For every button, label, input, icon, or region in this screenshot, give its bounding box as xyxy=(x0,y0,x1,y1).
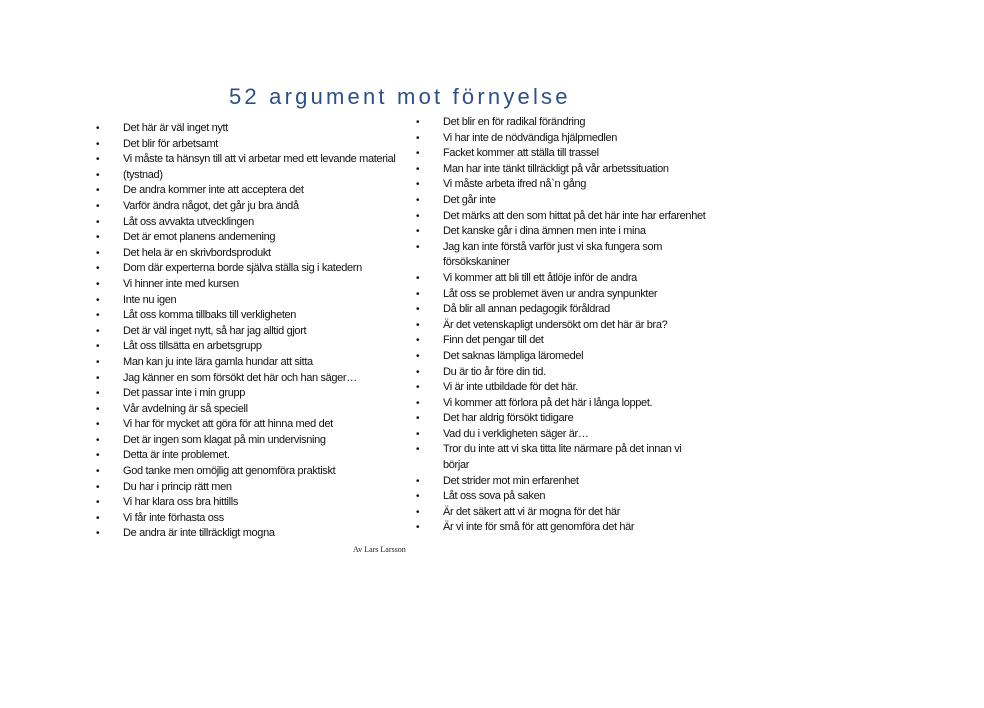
list-item xyxy=(96,526,416,542)
list-item xyxy=(416,271,716,287)
list-item-text: Det är väl inget nytt, så har jag alltid gjort xyxy=(123,324,307,337)
list-item-text: Vi hinner inte med kursen xyxy=(123,277,239,290)
list-item-text: Varför ändra något, det går ju bra ändå xyxy=(123,199,299,212)
list-item-text: Inte nu igen xyxy=(123,293,177,306)
list-item-text: Man kan ju inte lära gamla hundar att sitta xyxy=(123,355,313,368)
list-item-text: Vi kommer att bli till ett åtlöje inför de andra xyxy=(443,271,637,284)
list-item-text: Vi är inte utbildade för det här. xyxy=(443,381,579,394)
list-item xyxy=(416,505,716,521)
bullet-glyph: • xyxy=(96,247,100,259)
list-item xyxy=(416,365,716,381)
bullet-glyph: • xyxy=(96,200,100,212)
list-item-text: Det här är väl inget nytt xyxy=(123,122,228,134)
list-item xyxy=(416,396,716,412)
bullet-glyph: • xyxy=(416,163,420,175)
list-item-text: De andra kommer inte att acceptera det xyxy=(123,184,304,197)
list-item xyxy=(416,209,716,225)
bullet-glyph: • xyxy=(96,232,100,244)
list-item-text: Du är tio år före din tid. xyxy=(443,365,546,378)
list-item xyxy=(96,308,416,324)
list-item xyxy=(416,474,716,490)
bullet-glyph: • xyxy=(96,497,100,509)
list-item xyxy=(416,240,716,271)
bullet-glyph: • xyxy=(96,388,100,400)
bullet-glyph: • xyxy=(96,123,100,134)
list-item-text: Vi måste ta hänsyn till att vi arbetar med ett levande material xyxy=(123,153,396,166)
bullet-glyph: • xyxy=(96,372,100,384)
list-item xyxy=(96,324,416,340)
bullet-glyph: • xyxy=(416,350,420,362)
list-item xyxy=(416,349,716,365)
list-item xyxy=(96,246,416,262)
list-item xyxy=(96,261,416,277)
bullet-glyph: • xyxy=(416,288,420,300)
list-item xyxy=(416,177,716,193)
list-item-text: Det hela är en skrivbordsprodukt xyxy=(123,246,271,259)
list-item-text: Vi har klara oss bra hittills xyxy=(123,496,238,509)
bullet-glyph: • xyxy=(416,428,420,440)
bullet-glyph: • xyxy=(96,419,100,431)
list-item-text: Det har aldrig försökt tidigare xyxy=(443,412,574,425)
list-item xyxy=(416,162,716,178)
list-item xyxy=(96,464,416,480)
list-item-text: Jag känner en som försökt det här och han säger… xyxy=(123,371,357,384)
list-item-text: Tror du inte att vi ska titta lite närmare på det innan vi börjar xyxy=(443,443,682,472)
bullet-glyph: • xyxy=(96,341,100,353)
bullet-glyph: • xyxy=(416,335,420,347)
list-item-text: Det blir för arbetsamt xyxy=(123,137,219,150)
bullet-glyph: • xyxy=(416,117,420,128)
list-item xyxy=(416,318,716,334)
list-item-text: Det strider mot min erfarenhet xyxy=(443,474,579,487)
list-item-text: Vi måste arbeta ifred nå`n gång xyxy=(443,178,587,191)
list-item-text: Det är emot planens andemening xyxy=(123,231,276,244)
bullet-glyph: • xyxy=(416,226,420,238)
bullet-glyph: • xyxy=(96,512,100,524)
list-item-text: Är det säkert att vi är mogna för det här xyxy=(443,505,621,518)
list-item xyxy=(416,224,716,240)
bullet-glyph: • xyxy=(96,356,100,368)
bullet-glyph: • xyxy=(416,241,420,253)
bullet-glyph: • xyxy=(416,522,420,534)
bullet-glyph: • xyxy=(416,413,420,425)
list-item-text: Låt oss se problemet även ur andra synpunkter xyxy=(443,287,658,300)
bullet-glyph: • xyxy=(96,138,100,150)
list-item xyxy=(96,168,416,184)
bullet-glyph: • xyxy=(96,450,100,462)
list-item xyxy=(96,371,416,387)
bullet-glyph: • xyxy=(96,154,100,166)
author-credit: Av Lars Larsson xyxy=(353,545,406,554)
list-item xyxy=(96,277,416,293)
bullet-glyph: • xyxy=(416,148,420,160)
list-item-text: (tystnad) xyxy=(123,168,163,181)
list-item-text: Låt oss tillsätta en arbetsgrupp xyxy=(123,340,262,353)
list-item xyxy=(96,417,416,433)
argument-list-left xyxy=(96,121,416,542)
bullet-glyph: • xyxy=(416,444,420,456)
list-item xyxy=(96,152,416,168)
list-item-text: Låt oss avvakta utvecklingen xyxy=(123,215,254,228)
list-item-text: Låt oss sova på saken xyxy=(443,490,546,503)
list-item xyxy=(416,520,716,536)
bullet-glyph: • xyxy=(96,434,100,446)
list-item-text: Det blir en för radikal förändring xyxy=(443,116,586,128)
bullet-glyph: • xyxy=(416,272,420,284)
list-item xyxy=(416,287,716,303)
list-item-text: Det kanske går i dina ämnen men inte i mina xyxy=(443,225,646,238)
bullet-glyph: • xyxy=(416,397,420,409)
bullet-glyph: • xyxy=(96,216,100,228)
bullet-glyph: • xyxy=(96,528,100,540)
list-item-text: Detta är inte problemet. xyxy=(123,449,230,462)
list-item-text: Är vi inte för små för att genomföra det här xyxy=(443,521,635,534)
bullet-glyph: • xyxy=(96,185,100,197)
list-item-text: Det går inte xyxy=(443,193,496,206)
list-item-text: Vad du i verkligheten säger är… xyxy=(443,427,589,440)
bullet-glyph: • xyxy=(96,169,100,181)
list-item xyxy=(416,131,716,147)
list-item xyxy=(416,380,716,396)
list-item xyxy=(96,215,416,231)
list-item xyxy=(416,333,716,349)
list-item xyxy=(96,339,416,355)
bullet-glyph: • xyxy=(416,132,420,144)
list-item-text: Det passar inte i min grupp xyxy=(123,387,246,400)
list-item-text: Finn det pengar till det xyxy=(443,334,544,347)
list-item-text: De andra är inte tillräckligt mogna xyxy=(123,527,275,540)
bullet-glyph: • xyxy=(416,210,420,222)
list-item-text: Vi får inte förhasta oss xyxy=(123,511,224,524)
list-item-text: Vi har för mycket att göra för att hinna med det xyxy=(123,418,333,431)
list-item-text: Du har i princip rätt men xyxy=(123,480,232,493)
bullet-glyph: • xyxy=(416,382,420,394)
bullet-glyph: • xyxy=(96,263,100,275)
list-item-text: Vi har inte de nödvändiga hjälpmedlen xyxy=(443,131,617,144)
list-item-text: Det märks att den som hittat på det här inte har erfarenhet xyxy=(443,209,706,222)
bullet-glyph: • xyxy=(96,481,100,493)
list-item-text: Då blir all annan pedagogik föråldrad xyxy=(443,303,610,316)
list-item-text: Det saknas lämpliga läromedel xyxy=(443,349,584,362)
list-item xyxy=(96,511,416,527)
list-item-text: God tanke men omöjlig att genomföra praktiskt xyxy=(123,465,336,478)
list-item xyxy=(416,427,716,443)
bullet-glyph: • xyxy=(416,475,420,487)
list-item-text: Dom där experterna borde själva ställa sig i katedern xyxy=(123,262,362,275)
list-item-text: Vi kommer att förlora på det här i långa loppet. xyxy=(443,396,653,409)
list-item xyxy=(96,402,416,418)
list-item-text: Man har inte tänkt tillräckligt på vår arbetssituation xyxy=(443,162,669,175)
list-item xyxy=(96,183,416,199)
list-item-text: Vår avdelning är så speciell xyxy=(123,402,248,415)
list-item xyxy=(416,146,716,162)
list-item xyxy=(96,293,416,309)
list-item-text: Låt oss komma tillbaks till verkligheten xyxy=(123,309,297,322)
list-item xyxy=(96,448,416,464)
list-item xyxy=(416,489,716,505)
bullet-glyph: • xyxy=(96,403,100,415)
bullet-glyph: • xyxy=(96,278,100,290)
list-item xyxy=(416,302,716,318)
bullet-glyph: • xyxy=(416,319,420,331)
list-item-text: Det är ingen som klagat på min undervisning xyxy=(123,433,326,446)
argument-list-right xyxy=(416,115,716,536)
list-item xyxy=(96,480,416,496)
list-item-text: Facket kommer att ställa till trassel xyxy=(443,147,599,160)
list-item xyxy=(96,433,416,449)
list-item xyxy=(416,193,716,209)
list-item xyxy=(96,355,416,371)
page-title: 52 argument mot förnyelse xyxy=(229,84,571,109)
list-item xyxy=(96,230,416,246)
bullet-glyph: • xyxy=(416,194,420,206)
list-item xyxy=(96,386,416,402)
list-item xyxy=(96,137,416,153)
bullet-glyph: • xyxy=(96,294,100,306)
list-item xyxy=(96,199,416,215)
list-item xyxy=(416,411,716,427)
list-item-text: Är det vetenskapligt undersökt om det här är bra? xyxy=(443,318,668,331)
list-item xyxy=(96,121,416,137)
list-item xyxy=(96,495,416,511)
list-item xyxy=(416,115,716,131)
bullet-glyph: • xyxy=(96,466,100,478)
bullet-glyph: • xyxy=(96,325,100,337)
bullet-glyph: • xyxy=(96,310,100,322)
list-item-text: Jag kan inte förstå varför just vi ska fungera som försökskaniner xyxy=(443,240,663,269)
bullet-glyph: • xyxy=(416,179,420,191)
bullet-glyph: • xyxy=(416,366,420,378)
bullet-glyph: • xyxy=(416,506,420,518)
bullet-glyph: • xyxy=(416,304,420,316)
list-item xyxy=(416,442,716,473)
bullet-glyph: • xyxy=(416,491,420,503)
